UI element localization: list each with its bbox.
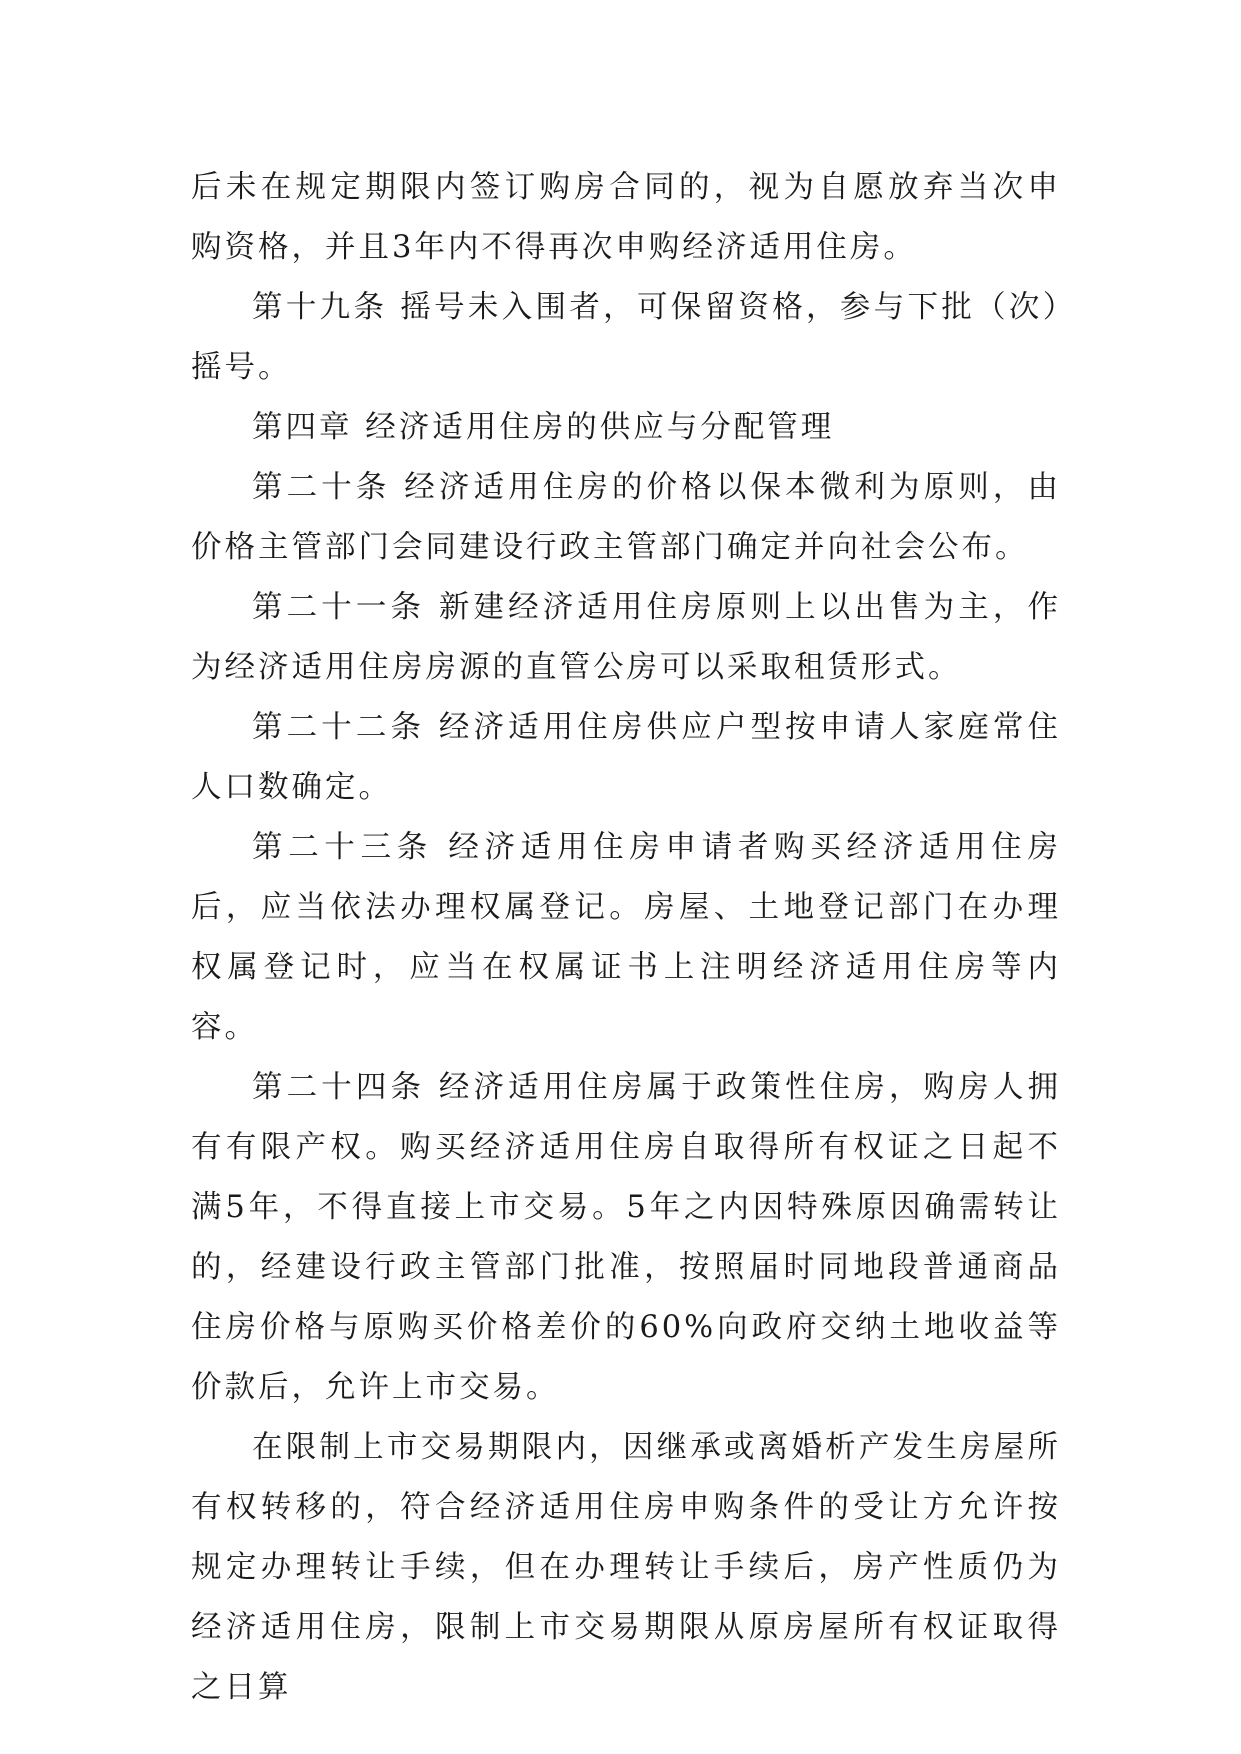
paragraph-article-20: 第二十条 经济适用住房的价格以保本微利为原则，由价格主管部门会同建设行政主管部门确定并向社会公布。 bbox=[191, 470, 1061, 565]
paragraph-continued: 后未在规定期限内签订购房合同的，视为自愿放弃当次申购资格，并且3年内不得再次申购经济适用住房。 bbox=[191, 170, 1061, 265]
paragraph-article-19: 第十九条 摇号未入围者，可保留资格，参与下批（次）摇号。 bbox=[191, 290, 1061, 385]
paragraph-article-22: 第二十二条 经济适用住房供应户型按申请人家庭常住人口数确定。 bbox=[191, 710, 1061, 805]
paragraph-article-21: 第二十一条 新建经济适用住房原则上以出售为主，作为经济适用住房房源的直管公房可以采取租赁形式。 bbox=[191, 590, 1061, 685]
paragraph-article-23: 第二十三条 经济适用住房申请者购买经济适用住房后，应当依法办理权属登记。房屋、土地登记部门在办理权属登记时，应当在权属证书上注明经济适用住房等内容。 bbox=[191, 830, 1061, 1045]
document-body bbox=[191, 158, 1061, 1718]
chapter-heading-4: 第四章 经济适用住房的供应与分配管理 bbox=[252, 410, 835, 445]
paragraph-article-24: 第二十四条 经济适用住房属于政策性住房，购房人拥有有限产权。购买经济适用住房自取得所有权证之日起不满5年，不得直接上市交易。5年之内因特殊原因确需转让的，经建设行政主管部门批准，按照届时同地段普通商品住房价格与原购买价格差价的60%向政府交纳土地收益等价款后，允许上市交易。 bbox=[191, 1070, 1061, 1405]
paragraph-article-24-cont: 在限制上市交易期限内，因继承或离婚析产发生房屋所有权转移的，符合经济适用住房申购条件的受让方允许按规定办理转让手续，但在办理转让手续后，房产性质仍为经济适用住房，限制上市交易期限从原房屋所有权证取得之日算 bbox=[191, 1430, 1061, 1705]
